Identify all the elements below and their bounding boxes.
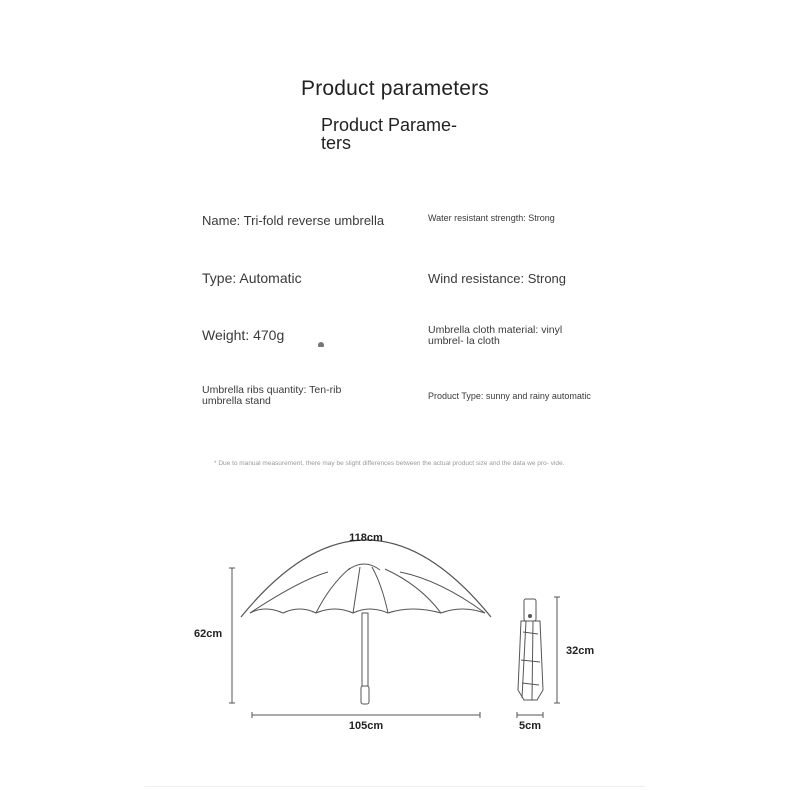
param-wind-resistance: Wind resistance: Strong — [428, 271, 567, 286]
folded-length-label: 32cm — [566, 645, 595, 657]
folded-width-label: 5cm — [518, 720, 542, 732]
param-product-type: Product Type: sunny and rainy automatic — [428, 391, 591, 401]
param-name: Name: Tri-fold reverse umbrella — [202, 213, 385, 228]
param-cloth-material: Umbrella cloth material: vinyl umbrel- la cloth — [428, 324, 563, 347]
page-title: Product parameters — [300, 77, 490, 100]
folded-umbrella-icon — [518, 599, 543, 700]
param-type: Type: Automatic — [202, 270, 302, 286]
divider — [145, 786, 645, 787]
page-subtitle: Product Parame- ters — [321, 115, 458, 153]
param-water-resistance: Water resistant strength: Strong — [428, 213, 555, 223]
param-ribs-quantity: Umbrella ribs quantity: Ten-rib umbrella stand — [202, 384, 342, 407]
open-width-label: 118cm — [349, 532, 383, 544]
param-weight: Weight: 470g — [202, 327, 285, 343]
measurement-note: * Due to manual measurement, there may be slight differences between the actual product size and the data we pro- vide. — [214, 460, 565, 467]
open-umbrella-icon — [241, 540, 491, 704]
open-height-label: 62cm — [194, 628, 223, 640]
base-width-label: 105cm — [348, 720, 384, 732]
dimension-lines — [229, 568, 560, 718]
